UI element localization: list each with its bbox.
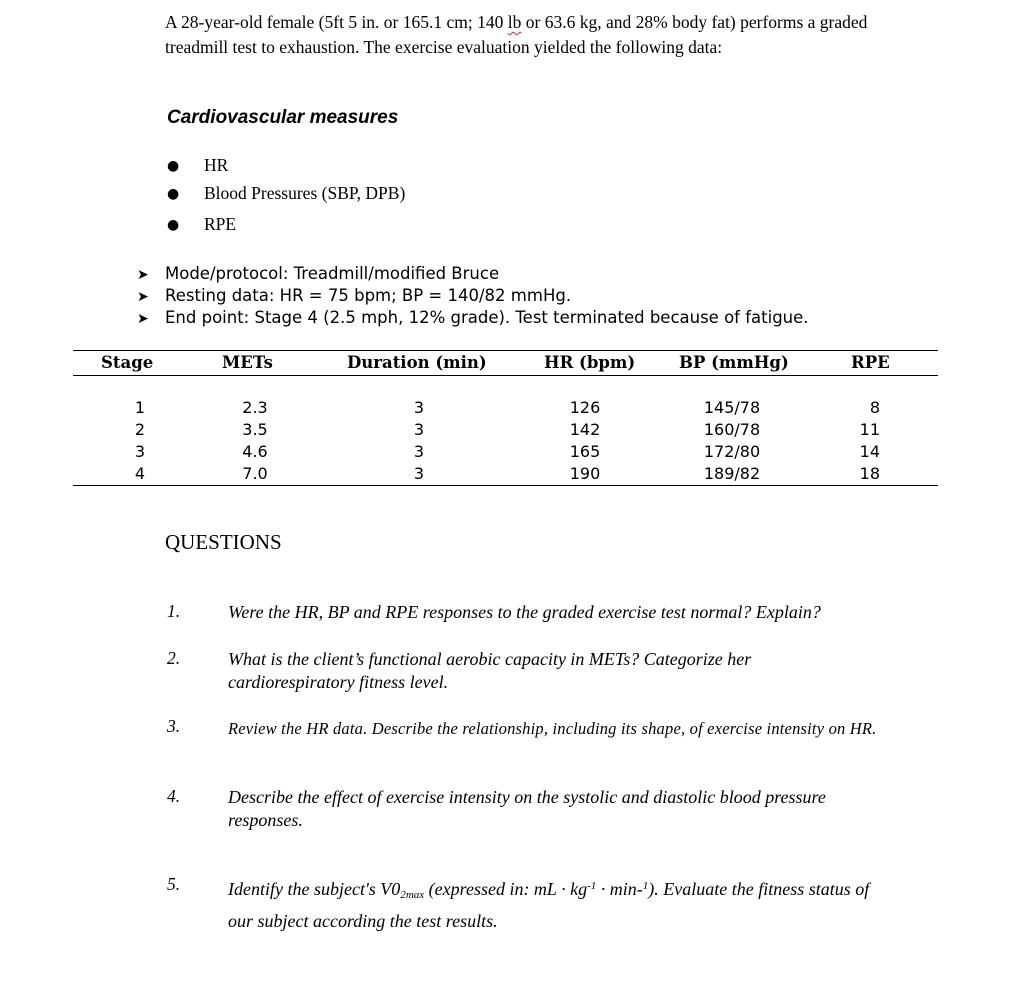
- table-cell: 165: [569, 442, 601, 461]
- protocol-resting: [137, 286, 571, 305]
- col-header-mets: METs: [222, 353, 273, 372]
- col-rpe: [848, 397, 880, 485]
- table-cell: 3: [413, 442, 425, 461]
- question-text: Were the HR, BP and RPE responses to the graded exercise test normal? Explain?: [228, 602, 821, 622]
- arrow-bullet-icon: ➤: [137, 289, 149, 305]
- question-number: 3.: [167, 716, 181, 736]
- question-text: Describe the effect of exercise intensity on the systolic and diastolic blood pressure responses.: [228, 787, 826, 830]
- bullet-icon: ●: [167, 186, 180, 202]
- q5-text-c: · min-: [596, 879, 643, 899]
- table-cell: 145/78: [703, 398, 761, 417]
- col-duration: [404, 397, 434, 485]
- questions-title: QUESTIONS: [165, 530, 282, 554]
- cardio-item-label: HR: [204, 155, 229, 175]
- protocol-text: Mode/protocol: Treadmill/modified Bruce: [165, 264, 500, 283]
- col-header-hr: HR (bpm): [544, 353, 636, 372]
- q5-superscript-2: 1: [642, 880, 649, 892]
- q5-text-a: Identify the subject's V0: [228, 879, 401, 899]
- table-header-rule: [73, 375, 938, 376]
- table-cell: 2: [134, 420, 146, 439]
- table-cell: 3: [413, 420, 425, 439]
- protocol-endpoint: [137, 308, 809, 327]
- question-number: 2.: [167, 648, 181, 668]
- table-cell: 11: [859, 420, 880, 439]
- table-cell: 4.6: [242, 442, 268, 461]
- protocol-mode: [137, 264, 499, 283]
- col-stage: [120, 397, 160, 485]
- table-cell: 142: [569, 420, 601, 439]
- question-number: 4.: [167, 786, 181, 806]
- q5-subscript: 2max: [400, 889, 425, 901]
- table-cell: 8: [869, 398, 880, 417]
- table-cell: 3: [134, 442, 146, 461]
- protocol-text: Resting data: HR = 75 bpm; BP = 140/82 mmHg.: [165, 286, 572, 305]
- protocol-text: End point: Stage 4 (2.5 mph, 12% grade). Test terminated because of fatigue.: [165, 308, 809, 327]
- intro-lb-word: lb: [507, 12, 522, 32]
- intro-text-1: A 28-year-old female (5ft 5 in. or 165.1 cm; 140: [165, 12, 508, 32]
- table-cell: 4: [134, 464, 146, 483]
- table-top-rule: [73, 350, 938, 351]
- cardio-heading: Cardiovascular measures: [167, 107, 399, 128]
- table-cell: 126: [569, 398, 601, 417]
- col-header-stage: Stage: [101, 353, 154, 372]
- col-hr: [560, 397, 610, 485]
- bullet-icon: ●: [167, 217, 180, 233]
- question-number: 5.: [167, 874, 181, 894]
- question-number: 1.: [167, 601, 181, 621]
- table-cell: 7.0: [242, 464, 268, 483]
- table-bottom-rule: [73, 485, 938, 486]
- table-cell: 2.3: [242, 398, 268, 417]
- table-cell: 172/80: [703, 442, 761, 461]
- question-text: Review the HR data. Describe the relationship, including its shape, of exercise intensity on HR.: [228, 719, 877, 738]
- table-cell: 18: [859, 464, 880, 483]
- question-text: What is the client’s functional aerobic capacity in METs? Categorize her cardiorespiratory fitness level.: [228, 649, 752, 692]
- table-cell: 3.5: [242, 420, 268, 439]
- col-header-bp: BP (mmHg): [679, 353, 789, 372]
- q5-text-d: ). Evaluate the fitness status of our subject according the test results.: [228, 879, 870, 931]
- cardio-item-label: Blood Pressures (SBP, DPB): [204, 183, 406, 203]
- intro-paragraph: [165, 10, 925, 60]
- cardio-item-label: RPE: [204, 214, 237, 234]
- intro-text-2: or 63.6 kg, and 28% body fat) performs a graded treadmill test to exhaustion. The exercise evaluation yielded the following data:: [165, 12, 868, 57]
- col-header-duration: Duration (min): [347, 353, 487, 372]
- col-header-rpe: RPE: [851, 353, 890, 372]
- table-cell: 3: [413, 398, 425, 417]
- table-cell: 3: [413, 464, 425, 483]
- table-cell: 160/78: [703, 420, 761, 439]
- table-cell: 14: [859, 442, 880, 461]
- q5-text-b: (expressed in: mL · kg: [424, 879, 588, 899]
- table-cell: 190: [569, 464, 601, 483]
- arrow-bullet-icon: ➤: [137, 311, 149, 327]
- col-bp: [688, 397, 776, 485]
- q5-superscript-1: -1: [587, 880, 597, 892]
- col-mets: [230, 397, 280, 485]
- table-cell: 1: [134, 398, 146, 417]
- arrow-bullet-icon: ➤: [137, 267, 149, 283]
- question-text: [228, 873, 888, 934]
- bullet-icon: ●: [167, 158, 180, 174]
- table-cell: 189/82: [703, 464, 761, 483]
